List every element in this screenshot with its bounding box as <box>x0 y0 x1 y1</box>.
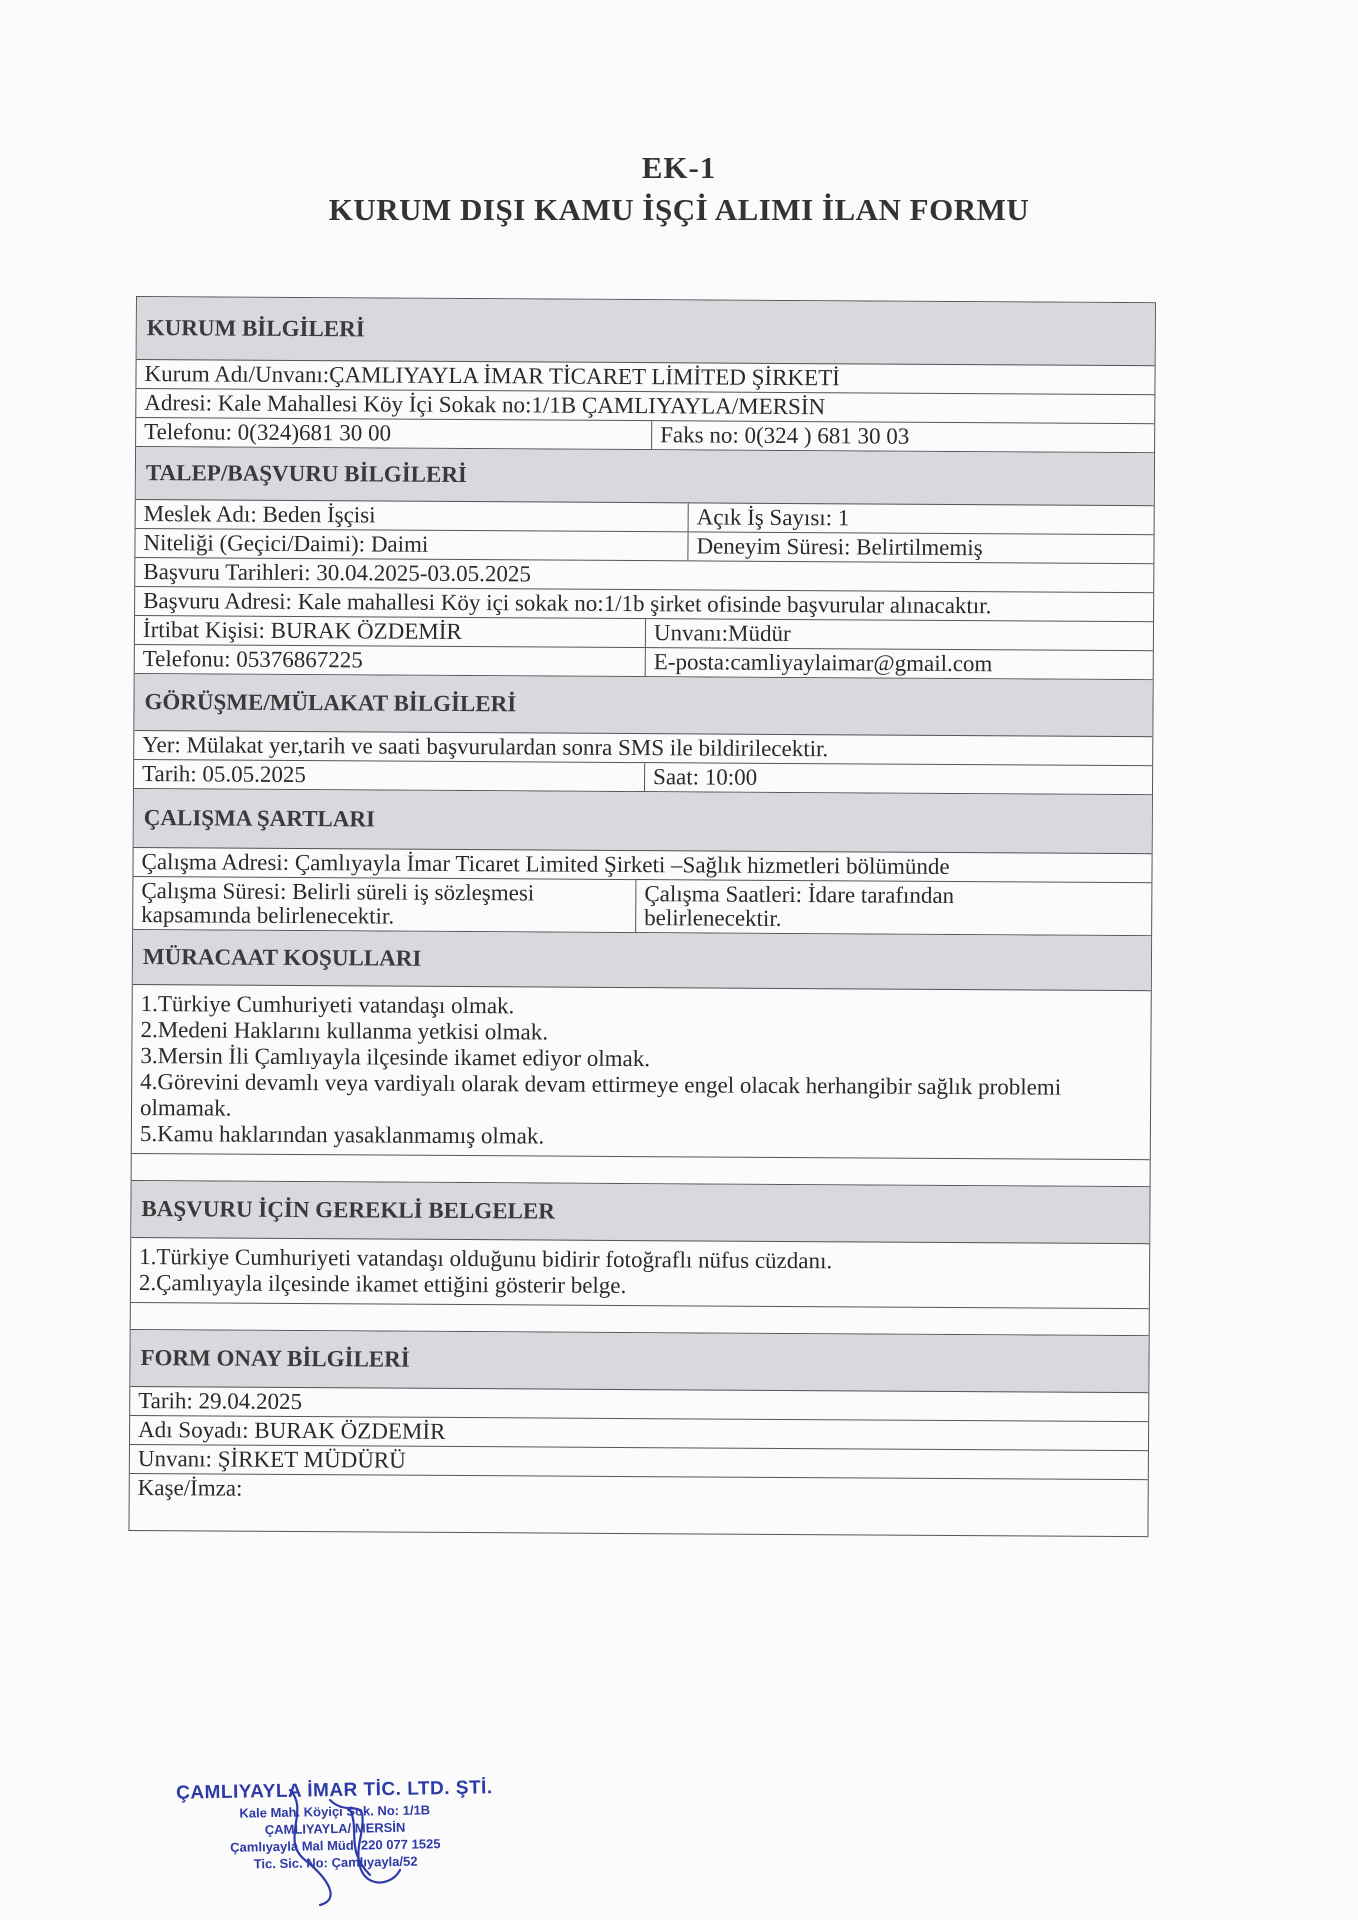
calisma-adresi: Çalışma Adresi: Çamlıyayla İmar Ticaret Limited Şirketi –Sağlık hizmetleri bölümünde <box>141 849 950 879</box>
stamp-line: Tic. Sic. No: Çamlıyayla/52 <box>253 1853 418 1872</box>
kurum-phone: Telefonu: 0(324)681 30 00 <box>144 419 392 446</box>
signature-icon <box>250 1780 440 1910</box>
onay-unvan: Unvanı: ŞİRKET MÜDÜRÜ <box>137 1446 406 1473</box>
list-item: 3.Mersin İli Çamlıyayla ilçesinde ikamet ediyor olmak. <box>140 1043 651 1072</box>
list-item: 2.Çamlıyayla ilçesinde ikamet ettiğini gösterir belge. <box>138 1270 627 1299</box>
list-item: 2.Medeni Haklarını kullanma yetkisi olmak. <box>140 1017 549 1045</box>
muracaat-list <box>132 985 1151 1160</box>
irtibat-unvan: Unvanı:Müdür <box>645 619 1153 650</box>
kurum-fax: Faks no: 0(324 ) 681 30 03 <box>651 421 1154 452</box>
calisma-suresi: Çalışma Süresi: Belirli süreli iş sözleşmesi kapsamında belirlenecektir. <box>141 878 535 929</box>
acik-is-sayisi: Açık İş Sayısı: 1 <box>688 503 1154 534</box>
onay-ad-soyad: Adı Soyadı: BURAK ÖZDEMİR <box>137 1417 446 1444</box>
section-gorusme: GÖRÜŞME/MÜLAKAT BİLGİLERİ <box>134 674 1152 737</box>
irtibat-telefon: Telefonu: 05376867225 <box>142 646 363 673</box>
stamp-line: ÇAMLIYAYLA İMAR TİC. LTD. ŞTİ. <box>175 1777 493 1804</box>
belgeler-list <box>131 1238 1149 1309</box>
irtibat-kisisi: İrtibat Kişisi: BURAK ÖZDEMİR <box>142 617 462 644</box>
section-muracaat: MÜRACAAT KOŞULLARI <box>133 930 1151 991</box>
section-kurum: KURUM BİLGİLERİ <box>137 297 1155 366</box>
stamp-line: ÇAMLIYAYLA/ MERSİN <box>264 1819 406 1838</box>
stamp-line: Kale Mah. Köyiçi Sok. No: 1/1B <box>239 1802 431 1821</box>
section-onay: FORM ONAY BİLGİLERİ <box>130 1330 1148 1393</box>
list-item: 5.Kamu haklarından yasaklanmamış olmak. <box>139 1121 545 1149</box>
section-talep: TALEP/BAŞVURU BİLGİLERİ <box>136 447 1154 506</box>
list-item: 1.Türkiye Cumhuriyeti vatandaşı olduğunu bidirir fotoğraflı nüfus cüzdanı. <box>139 1244 833 1274</box>
mulakat-saat: Saat: 10:00 <box>644 763 1152 794</box>
calisma-sure-row <box>133 877 1151 936</box>
mulakat-tarih: Tarih: 05.05.2025 <box>142 761 307 788</box>
form-title: KURUM DIŞI KAMU İŞÇİ ALIMI İLAN FORMU <box>328 192 1030 227</box>
irtibat-eposta: E-posta:camliyaylaimar@gmail.com <box>645 648 1153 679</box>
section-calisma: ÇALIŞMA ŞARTLARI <box>134 789 1152 854</box>
mulakat-yer: Yer: Mülakat yer,tarih ve saati başvurulardan sonra SMS ile bildirilecektir. <box>142 732 829 762</box>
calisma-saatleri: Çalışma Saatleri: İdare tarafından belirlenecektir. <box>635 880 1151 935</box>
list-item: 1.Türkiye Cumhuriyeti vatandaşı olmak. <box>140 991 515 1019</box>
kurum-address: Adresi: Kale Mahallesi Köy İçi Sokak no:1/1B ÇAMLIYAYLA/MERSİN <box>144 390 826 420</box>
meslek: Meslek Adı: Beden İşçisi <box>143 501 376 528</box>
nitelik: Niteliği (Geçici/Daimi): Daimi <box>143 530 429 557</box>
onay-kase-row <box>129 1474 1147 1536</box>
onay-kase-imza: Kaşe/İmza: <box>137 1475 243 1501</box>
form-code: EK-1 <box>641 150 717 185</box>
basvuru-adresi: Başvuru Adresi: Kale mahallesi Köy içi sokak no:1/1b şirket ofisinde başvurular alınacaktır. <box>143 588 992 619</box>
deneyim: Deneyim Süresi: Belirtilmemiş <box>687 532 1153 563</box>
stamp-line: Çamlıyayla Mal Müd. 220 077 1525 <box>230 1836 441 1855</box>
onay-tarih: Tarih: 29.04.2025 <box>138 1388 303 1415</box>
title-block <box>0 150 1358 228</box>
section-belgeler: BAŞVURU İÇİN GEREKLİ BELGELER <box>131 1181 1149 1244</box>
list-item: 4.Görevini devamlı veya vardiyalı olarak devam ettirmeye engel olacak herhangibir sağlık problemi olmamak. <box>139 1069 1062 1121</box>
kurum-name: Kurum Adı/Unvanı:ÇAMLIYAYLA İMAR TİCARET LİMİTED ŞİRKETİ <box>144 361 840 391</box>
announcement-form <box>128 296 1156 1537</box>
basvuru-tarihleri: Başvuru Tarihleri: 30.04.2025-03.05.2025 <box>143 559 532 587</box>
